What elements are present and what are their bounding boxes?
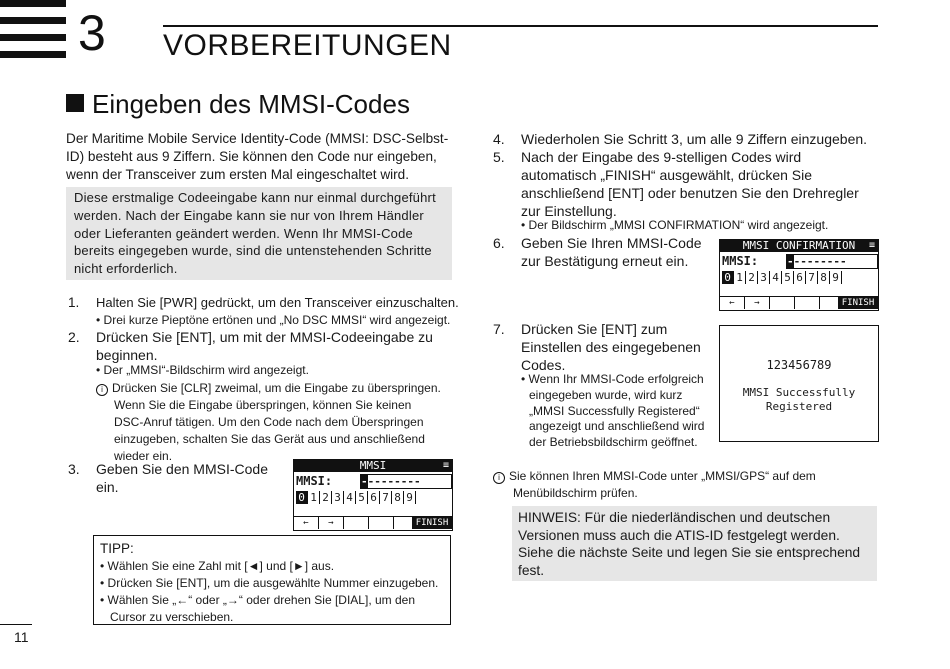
hinweis-line: fest.	[518, 562, 545, 578]
page-number-rule	[0, 624, 32, 625]
mmsi-code-field	[360, 474, 452, 489]
section-title	[66, 86, 410, 122]
registered-line: MMSI Successfully	[742, 386, 856, 399]
code-placeholder: --------	[367, 475, 421, 488]
digit-cell: 3	[758, 271, 770, 284]
notice-line: nicht erforderlich.	[74, 261, 178, 277]
mmsi-label: MMSI:	[296, 474, 333, 488]
digit-cell: 7	[380, 491, 392, 504]
digit-cell: 1	[308, 491, 320, 504]
digit-cell: 4	[344, 491, 356, 504]
tip-line: Cursor zu verschieben.	[110, 610, 234, 624]
sub-line: • Wenn Ihr MMSI-Code erfolgreich	[521, 372, 704, 386]
info-icon: i	[96, 384, 108, 396]
note-line: Menübildschirm prüfen.	[513, 486, 638, 500]
sub-line: angezeigt und anschließend wird	[529, 419, 705, 434]
right-arrow-key: →	[745, 297, 770, 309]
step-2-note	[96, 380, 456, 465]
registered-line: Registered	[765, 400, 833, 413]
blank-key	[770, 297, 795, 309]
step-5-sub: • Der Bildschirm „MMSI CONFIRMATION“ wird angezeigt.	[521, 218, 829, 232]
blank-key	[344, 517, 369, 529]
step-line: Nach der Eingabe des 9-stelligen Codes wird	[521, 149, 802, 165]
step-line: anschließend [ENT] oder benutzen Sie den Drehregler	[521, 185, 859, 201]
digit-selector	[296, 491, 416, 504]
tip-line: • Wählen Sie eine Zahl mit [◄] und [►] aus.	[100, 559, 335, 573]
mmsi-registered-screen	[719, 325, 879, 442]
screen-title: MMSI	[359, 459, 387, 472]
check-note	[493, 468, 873, 502]
softkey-bar	[720, 296, 878, 309]
hinweis-line: Siehe die nächste Seite und legen Sie sie entsprechend	[518, 545, 861, 561]
square-bullet-icon	[66, 94, 84, 112]
tip-title: TIPP:	[100, 541, 134, 556]
right-arrow-key: →	[319, 517, 344, 529]
finish-key: FINISH	[412, 517, 452, 529]
notice-line: bereits eingegeben wurde, sind die untenstehenden Schritte	[74, 243, 432, 259]
sub-line: der Betriebsbildschirm geöffnet.	[529, 435, 698, 450]
note-line: Drücken Sie [CLR] zweimal, um die Eingabe zu überspringen.	[112, 381, 441, 395]
step-number: 7.	[493, 321, 505, 337]
screen-title-bar	[720, 240, 878, 252]
step-number: 6.	[493, 235, 505, 251]
blank-key	[369, 517, 394, 529]
section-title-text: Eingeben des MMSI-Codes	[92, 89, 410, 119]
finish-key: FINISH	[838, 297, 878, 309]
blank-key	[795, 297, 820, 309]
digit-cell: 5	[782, 271, 794, 284]
page-number: 11	[14, 629, 29, 645]
tip-box	[93, 535, 451, 625]
step-line: Einstellen des eingegebenen	[521, 339, 701, 355]
digit-cell: 8	[392, 491, 404, 504]
notice-line: Diese erstmalige Codeeingabe kann nur einmal durchgeführt	[74, 190, 436, 205]
digit-cell: 9	[404, 491, 416, 504]
note-line: einzugeben, schalten Sie das Gerät aus und anschließend	[114, 432, 425, 446]
step-line: Codes.	[521, 357, 566, 373]
step-7-sub	[521, 372, 721, 451]
step-text	[521, 234, 711, 270]
hinweis-box	[512, 506, 877, 581]
digit-cell: 8	[818, 271, 830, 284]
step-number: 5.	[493, 149, 505, 165]
step-line: zur Einstellung.	[521, 203, 617, 219]
hinweis-line: Versionen muss auch die ATIS-ID festgelegt werden.	[518, 527, 840, 543]
intro-line: wenn der Transceiver zum ersten Mal eingeschaltet wird.	[66, 167, 410, 182]
digit-cell: 9	[830, 271, 842, 284]
mmsi-label: MMSI:	[722, 254, 759, 268]
chapter-title: VORBEREITUNGEN	[163, 29, 452, 62]
menu-icon: ≡	[868, 240, 875, 251]
sub-line: „MMSI Successfully Registered“	[529, 403, 700, 418]
registered-code: 123456789	[766, 358, 832, 372]
notice-line: oder Lieferanten geändert werden. Wenn Ihr MMSI-Code	[74, 225, 413, 241]
left-arrow-key: ←	[294, 517, 319, 529]
step-number: 2.	[68, 329, 80, 345]
chapter-tab-block	[0, 0, 66, 58]
digit-cell: 1	[734, 271, 746, 284]
digit-cell: 3	[332, 491, 344, 504]
digit-cell: 6	[368, 491, 380, 504]
step-text	[96, 460, 296, 496]
mmsi-entry-screen	[293, 459, 453, 531]
note-line: Wenn Sie die Eingabe überspringen, können Sie keinen	[114, 398, 412, 412]
mmsi-code-field	[786, 254, 878, 269]
notice-box	[66, 187, 452, 280]
step-line: Drücken Sie [ENT] zum	[521, 321, 668, 337]
step-number: 1.	[68, 295, 80, 310]
step-text	[96, 328, 466, 364]
step-line: beginnen.	[96, 347, 158, 363]
step-line: Drücken Sie [ENT], um mit der MMSI-Codeeingabe zu	[96, 329, 433, 345]
digit-cell: 6	[794, 271, 806, 284]
step-text	[521, 320, 716, 374]
digit-selector	[722, 271, 842, 284]
step-1-sub: • Drei kurze Pieptöne ertönen und „No DSC MMSI“ wird angezeigt.	[96, 313, 451, 327]
left-arrow-key: ←	[720, 297, 745, 309]
step-number: 4.	[493, 131, 505, 147]
info-icon: i	[493, 472, 505, 484]
step-line: zur Bestätigung erneut ein.	[521, 253, 689, 269]
intro-line: Der Maritime Mobile Service Identity-Code (MMSI: DSC-Selbst-	[66, 131, 449, 146]
digit-cell: 0	[296, 491, 308, 504]
note-line: DSC-Anruf tätigen. Um den Code nach dem Überspringen	[114, 415, 424, 429]
step-line: automatisch „FINISH“ ausgewählt, drücken Sie	[521, 167, 813, 183]
menu-icon: ≡	[442, 460, 449, 471]
registered-message	[720, 386, 878, 414]
cursor-digit: -	[787, 255, 794, 268]
mmsi-confirmation-screen	[719, 239, 879, 311]
step-line: Geben Sie Ihren MMSI-Code	[521, 235, 702, 251]
intro-paragraph	[66, 130, 466, 184]
step-line: ein.	[96, 479, 119, 495]
note-line: wieder ein.	[114, 449, 173, 463]
digit-cell: 7	[806, 271, 818, 284]
tip-line: • Drücken Sie [ENT], um die ausgewählte Nummer einzugeben.	[100, 576, 439, 590]
hinweis-line: HINWEIS: Für die niederländischen und deutschen	[518, 510, 831, 525]
digit-cell: 0	[722, 271, 734, 284]
code-placeholder: --------	[793, 255, 847, 268]
screen-title-bar	[294, 460, 452, 472]
chapter-number: 3	[78, 5, 106, 61]
step-number: 3.	[68, 461, 80, 477]
screen-title: MMSI CONFIRMATION	[742, 239, 856, 252]
note-line: Sie können Ihren MMSI-Code unter „MMSI/GPS“ auf dem	[509, 469, 816, 483]
digit-cell: 5	[356, 491, 368, 504]
digit-cell: 4	[770, 271, 782, 284]
sub-line: eingegeben wurde, wird kurz	[529, 387, 683, 402]
notice-line: werden. Nach der Eingabe kann sie nur von Ihrem Händler	[74, 207, 424, 223]
step-text: Wiederholen Sie Schritt 3, um alle 9 Ziffern einzugeben.	[521, 131, 868, 147]
step-line: Geben Sie den MMSI-Code	[96, 461, 268, 477]
digit-cell: 2	[320, 491, 332, 504]
digit-cell: 2	[746, 271, 758, 284]
step-2-sub: • Der „MMSI“-Bildschirm wird angezeigt.	[96, 363, 309, 377]
softkey-bar	[294, 516, 452, 529]
tip-line: • Wählen Sie „←“ oder „→“ oder drehen Sie [DIAL], um den	[100, 593, 416, 607]
cursor-digit: -	[361, 475, 368, 488]
intro-line: ID) besteht aus 9 Ziffern. Sie können den Code nur eingeben,	[66, 149, 437, 164]
step-text	[521, 148, 891, 220]
step-text: Halten Sie [PWR] gedrückt, um den Transceiver einzuschalten.	[96, 295, 459, 310]
